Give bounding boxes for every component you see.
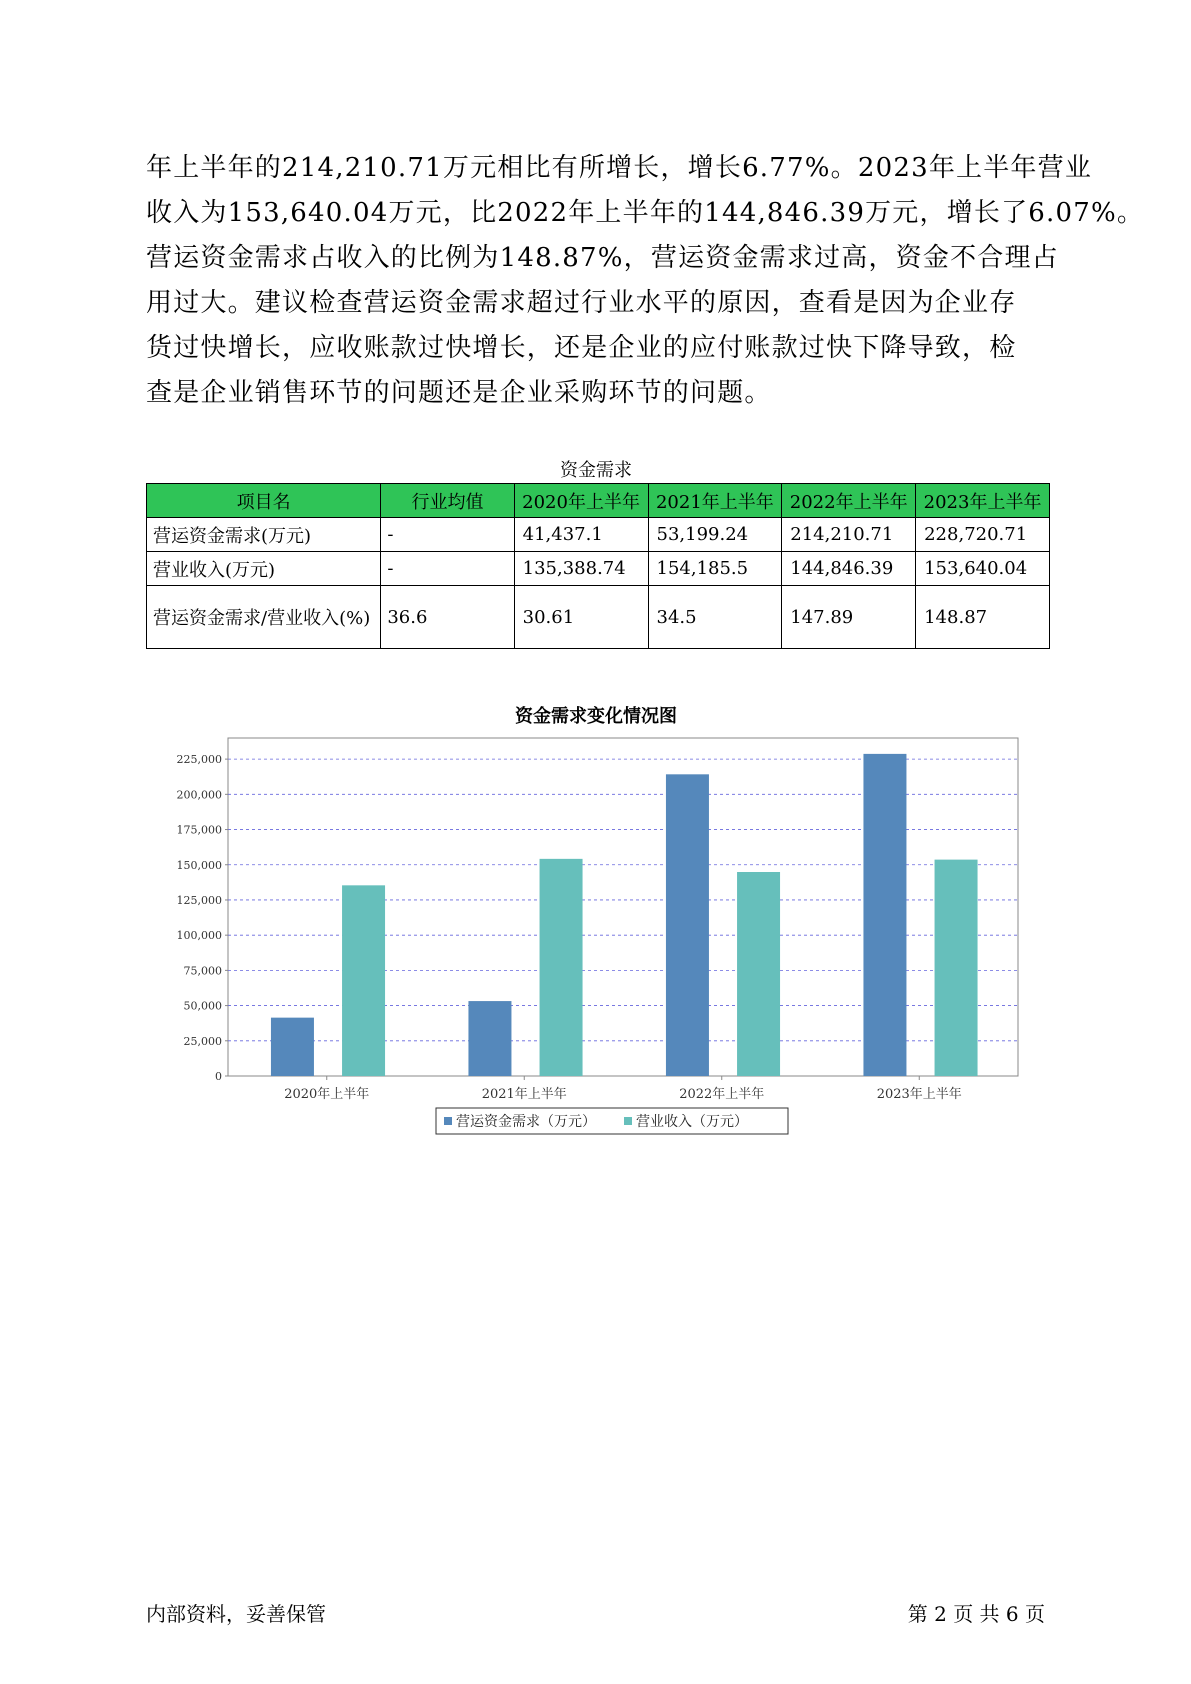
paragraph-line: 营运资金需求占收入的比例为148.87%，营运资金需求过高，资金不合理占 [146,243,1059,273]
x-tick-label: 2021年上半年 [481,1087,567,1102]
y-tick-label: 150,000 [176,858,222,872]
table-cell: 148.87 [916,586,1050,649]
paragraph-line: 货过快增长，应收账款过快增长，还是企业的应付账款过快下降导致，检 [146,333,1017,363]
funding-demand-bar-chart [146,730,1046,1150]
table-cell: 30.61 [514,586,648,649]
header-2021h1: 2021年上半年 [648,484,782,518]
y-tick-label: 75,000 [183,964,222,978]
header-industry-average: 行业均值 [381,484,514,518]
paragraph-line: 年上半年的214,210.71万元相比有所增长，增长6.77%。2023年上半年营业 [146,153,1093,183]
table-cell: 34.5 [648,586,782,649]
bar-revenue [935,860,978,1076]
table-cell: 154,185.5 [648,552,782,586]
y-tick-label: 175,000 [176,823,222,837]
table-row [147,518,1050,552]
y-tick-label: 200,000 [176,788,222,802]
paragraph-line: 收入为153,640.04万元，比2022年上半年的144,846.39万元，增长了6.07%。 [146,198,1145,228]
footer-confidential-note: 内部资料，妥善保管 [146,1602,326,1626]
y-tick-label: 225,000 [176,753,222,767]
paragraph-line: 用过大。建议检查营运资金需求超过行业水平的原因，查看是因为企业存 [146,288,1017,318]
funding-demand-table [146,483,1050,649]
y-tick-label: 25,000 [183,1034,222,1048]
row-label: 营运资金需求/营业收入(%) [147,586,381,649]
table-cell: 228,720.71 [916,518,1050,552]
table-row [147,586,1050,649]
legend-swatch [444,1117,452,1125]
row-label: 营运资金需求(万元) [147,518,381,552]
y-tick-label: 50,000 [183,999,222,1013]
header-2020h1: 2020年上半年 [514,484,648,518]
legend-label: 营运资金需求（万元） [456,1114,596,1130]
y-tick-label: 125,000 [176,893,222,907]
y-tick-label: 0 [215,1070,222,1083]
y-tick-label: 100,000 [176,929,222,943]
table-row [147,552,1050,586]
table-cell: 147.89 [782,586,916,649]
row-label: 营业收入(万元) [147,552,381,586]
table-cell: 135,388.74 [514,552,648,586]
bar-revenue [342,885,385,1076]
x-tick-label: 2020年上半年 [284,1087,370,1102]
bar-working-capital [666,774,709,1076]
bar-working-capital [468,1001,511,1076]
body-paragraph [146,146,1145,416]
table-cell: 41,437.1 [514,518,648,552]
x-tick-label: 2023年上半年 [876,1087,962,1102]
bar-working-capital [271,1018,314,1076]
table-cell: 144,846.39 [782,552,916,586]
header-2022h1: 2022年上半年 [782,484,916,518]
paragraph-line: 查是企业销售环节的问题还是企业采购环节的问题。 [146,378,772,408]
bar-revenue [737,872,780,1076]
table-cell: 53,199.24 [648,518,782,552]
bar-working-capital [863,754,906,1076]
table-cell: 153,640.04 [916,552,1050,586]
header-2023h1: 2023年上半年 [916,484,1050,518]
table-cell: 36.6 [381,586,514,649]
table-cell: - [381,552,514,586]
x-tick-label: 2022年上半年 [679,1087,765,1102]
table-cell: 214,210.71 [782,518,916,552]
header-item-name: 项目名 [147,484,381,518]
bar-revenue [540,859,583,1076]
table-caption: 资金需求 [560,460,632,481]
table-cell: - [381,518,514,552]
table-header-row [147,484,1050,518]
footer-page-number: 第 2 页 共 6 页 [907,1602,1045,1626]
chart-title: 资金需求变化情况图 [515,706,677,727]
legend-label: 营业收入（万元） [636,1114,748,1130]
legend-swatch [624,1117,632,1125]
